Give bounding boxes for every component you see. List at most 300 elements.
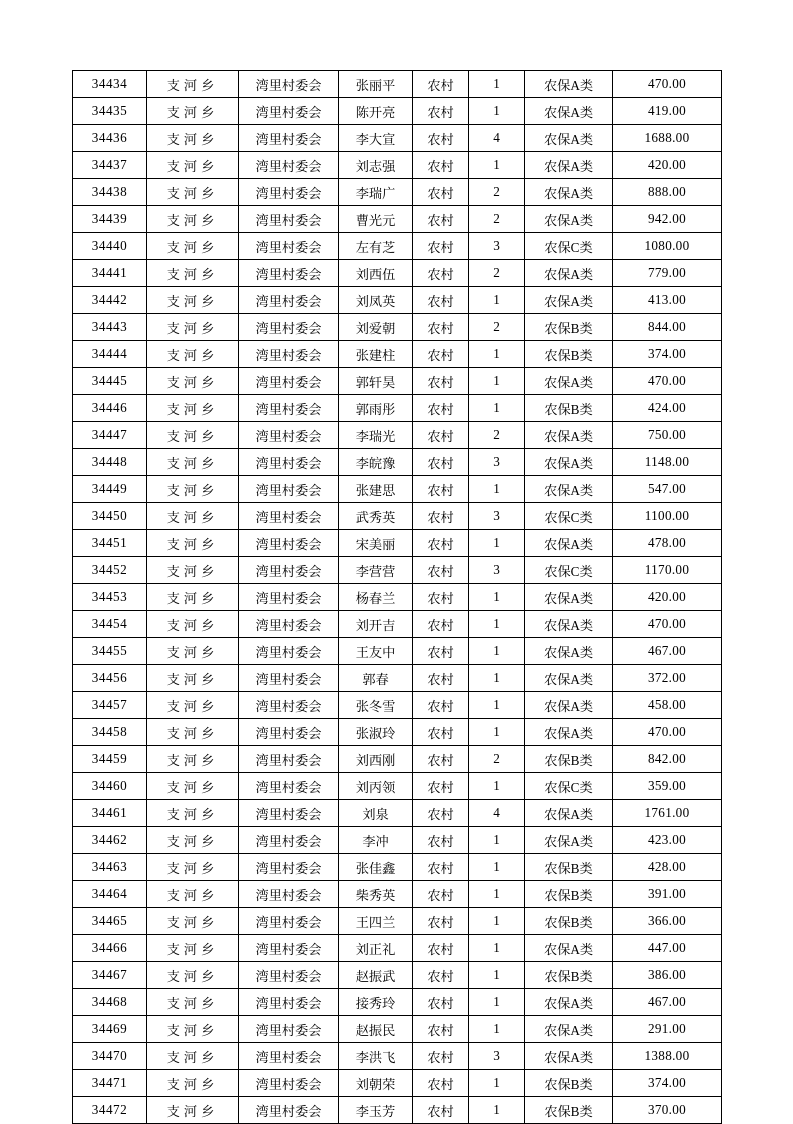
table-row (73, 1016, 722, 1043)
cell-village: 湾里村委会 (239, 989, 339, 1016)
cell-household-type: 农村 (413, 1097, 469, 1124)
cell-name: 李冲 (339, 827, 413, 854)
cell-category: 农保B类 (525, 395, 613, 422)
cell-name: 陈开亮 (339, 98, 413, 125)
cell-amount: 374.00 (613, 1070, 722, 1097)
cell-village: 湾里村委会 (239, 746, 339, 773)
cell-category: 农保A类 (525, 692, 613, 719)
cell-town: 支河乡 (147, 611, 239, 638)
cell-household-type: 农村 (413, 908, 469, 935)
cell-id: 34469 (73, 1016, 147, 1043)
cell-household-type: 农村 (413, 206, 469, 233)
table-row (73, 800, 722, 827)
cell-household-type: 农村 (413, 395, 469, 422)
cell-id: 34463 (73, 854, 147, 881)
cell-category: 农保A类 (525, 287, 613, 314)
cell-village: 湾里村委会 (239, 827, 339, 854)
cell-town: 支河乡 (147, 962, 239, 989)
cell-village: 湾里村委会 (239, 773, 339, 800)
cell-amount: 391.00 (613, 881, 722, 908)
cell-town: 支河乡 (147, 800, 239, 827)
cell-name: 张建思 (339, 476, 413, 503)
cell-name: 刘泉 (339, 800, 413, 827)
cell-village: 湾里村委会 (239, 503, 339, 530)
table-row (73, 1070, 722, 1097)
cell-name: 张冬雪 (339, 692, 413, 719)
cell-amount: 359.00 (613, 773, 722, 800)
cell-name: 李大宣 (339, 125, 413, 152)
cell-people: 1 (469, 881, 525, 908)
table-row (73, 1043, 722, 1070)
cell-household-type: 农村 (413, 1016, 469, 1043)
cell-town: 支河乡 (147, 98, 239, 125)
cell-village: 湾里村委会 (239, 422, 339, 449)
cell-amount: 370.00 (613, 1097, 722, 1124)
cell-id: 34455 (73, 638, 147, 665)
cell-village: 湾里村委会 (239, 557, 339, 584)
table-row (73, 827, 722, 854)
table-row (73, 71, 722, 98)
table-row (73, 260, 722, 287)
cell-village: 湾里村委会 (239, 1070, 339, 1097)
cell-town: 支河乡 (147, 719, 239, 746)
cell-amount: 547.00 (613, 476, 722, 503)
cell-town: 支河乡 (147, 557, 239, 584)
cell-id: 34449 (73, 476, 147, 503)
cell-household-type: 农村 (413, 800, 469, 827)
table-row (73, 395, 722, 422)
cell-people: 1 (469, 962, 525, 989)
cell-household-type: 农村 (413, 287, 469, 314)
cell-id: 34435 (73, 98, 147, 125)
cell-name: 郭雨彤 (339, 395, 413, 422)
table-row (73, 611, 722, 638)
cell-village: 湾里村委会 (239, 206, 339, 233)
table-row (73, 989, 722, 1016)
cell-amount: 372.00 (613, 665, 722, 692)
cell-name: 李瑞光 (339, 422, 413, 449)
table-row (73, 1097, 722, 1124)
cell-name: 赵振武 (339, 962, 413, 989)
cell-id: 34444 (73, 341, 147, 368)
cell-amount: 1761.00 (613, 800, 722, 827)
cell-town: 支河乡 (147, 233, 239, 260)
cell-name: 刘凤英 (339, 287, 413, 314)
cell-village: 湾里村委会 (239, 233, 339, 260)
cell-people: 1 (469, 854, 525, 881)
cell-category: 农保A类 (525, 260, 613, 287)
table-row (73, 908, 722, 935)
cell-people: 1 (469, 1016, 525, 1043)
table-row (73, 530, 722, 557)
cell-amount: 478.00 (613, 530, 722, 557)
cell-amount: 1688.00 (613, 125, 722, 152)
cell-town: 支河乡 (147, 1043, 239, 1070)
cell-household-type: 农村 (413, 314, 469, 341)
table-row (73, 881, 722, 908)
cell-category: 农保B类 (525, 962, 613, 989)
table-row (73, 98, 722, 125)
cell-village: 湾里村委会 (239, 449, 339, 476)
cell-household-type: 农村 (413, 638, 469, 665)
cell-name: 赵振民 (339, 1016, 413, 1043)
cell-village: 湾里村委会 (239, 908, 339, 935)
cell-id: 34434 (73, 71, 147, 98)
cell-household-type: 农村 (413, 71, 469, 98)
cell-category: 农保A类 (525, 638, 613, 665)
cell-category: 农保A类 (525, 935, 613, 962)
cell-amount: 447.00 (613, 935, 722, 962)
cell-amount: 942.00 (613, 206, 722, 233)
cell-id: 34464 (73, 881, 147, 908)
cell-name: 刘正礼 (339, 935, 413, 962)
table-row (73, 449, 722, 476)
cell-people: 1 (469, 530, 525, 557)
cell-people: 3 (469, 449, 525, 476)
cell-people: 1 (469, 71, 525, 98)
cell-town: 支河乡 (147, 584, 239, 611)
table-row (73, 584, 722, 611)
cell-town: 支河乡 (147, 422, 239, 449)
cell-amount: 366.00 (613, 908, 722, 935)
cell-household-type: 农村 (413, 719, 469, 746)
cell-id: 34439 (73, 206, 147, 233)
cell-household-type: 农村 (413, 530, 469, 557)
table-row (73, 152, 722, 179)
cell-id: 34466 (73, 935, 147, 962)
cell-household-type: 农村 (413, 827, 469, 854)
table-row (73, 638, 722, 665)
cell-category: 农保A类 (525, 665, 613, 692)
table-row (73, 125, 722, 152)
table-row (73, 233, 722, 260)
cell-name: 杨春兰 (339, 584, 413, 611)
cell-id: 34448 (73, 449, 147, 476)
table-row (73, 341, 722, 368)
cell-amount: 779.00 (613, 260, 722, 287)
cell-amount: 386.00 (613, 962, 722, 989)
cell-town: 支河乡 (147, 314, 239, 341)
cell-town: 支河乡 (147, 152, 239, 179)
cell-town: 支河乡 (147, 476, 239, 503)
cell-category: 农保B类 (525, 746, 613, 773)
cell-people: 3 (469, 503, 525, 530)
cell-people: 2 (469, 179, 525, 206)
cell-household-type: 农村 (413, 179, 469, 206)
cell-household-type: 农村 (413, 773, 469, 800)
cell-town: 支河乡 (147, 692, 239, 719)
cell-amount: 844.00 (613, 314, 722, 341)
cell-name: 李瑞广 (339, 179, 413, 206)
cell-category: 农保A类 (525, 71, 613, 98)
cell-id: 34456 (73, 665, 147, 692)
cell-amount: 467.00 (613, 638, 722, 665)
table-row (73, 665, 722, 692)
cell-amount: 470.00 (613, 719, 722, 746)
cell-people: 1 (469, 773, 525, 800)
cell-id: 34450 (73, 503, 147, 530)
cell-id: 34443 (73, 314, 147, 341)
cell-town: 支河乡 (147, 827, 239, 854)
cell-people: 1 (469, 611, 525, 638)
cell-town: 支河乡 (147, 260, 239, 287)
cell-town: 支河乡 (147, 449, 239, 476)
cell-amount: 1148.00 (613, 449, 722, 476)
cell-village: 湾里村委会 (239, 152, 339, 179)
cell-name: 李玉芳 (339, 1097, 413, 1124)
cell-village: 湾里村委会 (239, 125, 339, 152)
cell-id: 34436 (73, 125, 147, 152)
cell-people: 1 (469, 638, 525, 665)
cell-village: 湾里村委会 (239, 881, 339, 908)
cell-village: 湾里村委会 (239, 287, 339, 314)
table-row (73, 206, 722, 233)
cell-id: 34438 (73, 179, 147, 206)
cell-village: 湾里村委会 (239, 1097, 339, 1124)
cell-people: 1 (469, 98, 525, 125)
cell-id: 34460 (73, 773, 147, 800)
cell-amount: 428.00 (613, 854, 722, 881)
cell-name: 宋美丽 (339, 530, 413, 557)
cell-village: 湾里村委会 (239, 1016, 339, 1043)
cell-people: 4 (469, 800, 525, 827)
cell-id: 34442 (73, 287, 147, 314)
cell-town: 支河乡 (147, 368, 239, 395)
cell-household-type: 农村 (413, 125, 469, 152)
cell-category: 农保A类 (525, 1043, 613, 1070)
cell-amount: 467.00 (613, 989, 722, 1016)
cell-town: 支河乡 (147, 287, 239, 314)
cell-amount: 750.00 (613, 422, 722, 449)
cell-people: 1 (469, 1070, 525, 1097)
cell-id: 34440 (73, 233, 147, 260)
cell-household-type: 农村 (413, 422, 469, 449)
cell-id: 34437 (73, 152, 147, 179)
cell-village: 湾里村委会 (239, 98, 339, 125)
cell-name: 刘西刚 (339, 746, 413, 773)
cell-town: 支河乡 (147, 1016, 239, 1043)
cell-people: 1 (469, 152, 525, 179)
cell-name: 刘志强 (339, 152, 413, 179)
cell-people: 1 (469, 908, 525, 935)
cell-village: 湾里村委会 (239, 854, 339, 881)
cell-household-type: 农村 (413, 476, 469, 503)
cell-people: 1 (469, 692, 525, 719)
cell-id: 34470 (73, 1043, 147, 1070)
cell-name: 张建柱 (339, 341, 413, 368)
cell-name: 刘丙领 (339, 773, 413, 800)
cell-town: 支河乡 (147, 665, 239, 692)
cell-id: 34454 (73, 611, 147, 638)
cell-id: 34452 (73, 557, 147, 584)
cell-amount: 1080.00 (613, 233, 722, 260)
cell-town: 支河乡 (147, 1097, 239, 1124)
cell-people: 4 (469, 125, 525, 152)
cell-people: 3 (469, 557, 525, 584)
cell-village: 湾里村委会 (239, 719, 339, 746)
cell-category: 农保A类 (525, 530, 613, 557)
table-row (73, 368, 722, 395)
cell-people: 2 (469, 422, 525, 449)
cell-village: 湾里村委会 (239, 476, 339, 503)
cell-town: 支河乡 (147, 1070, 239, 1097)
cell-town: 支河乡 (147, 746, 239, 773)
cell-village: 湾里村委会 (239, 611, 339, 638)
cell-amount: 424.00 (613, 395, 722, 422)
cell-village: 湾里村委会 (239, 530, 339, 557)
cell-category: 农保C类 (525, 503, 613, 530)
table-row (73, 692, 722, 719)
cell-name: 张丽平 (339, 71, 413, 98)
cell-id: 34461 (73, 800, 147, 827)
cell-household-type: 农村 (413, 611, 469, 638)
cell-id: 34458 (73, 719, 147, 746)
table-body (73, 71, 722, 1124)
cell-people: 2 (469, 206, 525, 233)
cell-id: 34441 (73, 260, 147, 287)
cell-category: 农保B类 (525, 908, 613, 935)
cell-amount: 1388.00 (613, 1043, 722, 1070)
cell-household-type: 农村 (413, 449, 469, 476)
cell-household-type: 农村 (413, 152, 469, 179)
cell-household-type: 农村 (413, 1043, 469, 1070)
cell-people: 1 (469, 827, 525, 854)
cell-household-type: 农村 (413, 692, 469, 719)
cell-village: 湾里村委会 (239, 368, 339, 395)
cell-id: 34462 (73, 827, 147, 854)
cell-household-type: 农村 (413, 854, 469, 881)
cell-village: 湾里村委会 (239, 314, 339, 341)
table-row (73, 854, 722, 881)
cell-category: 农保B类 (525, 1070, 613, 1097)
table-row (73, 773, 722, 800)
cell-household-type: 农村 (413, 881, 469, 908)
table-row (73, 935, 722, 962)
cell-household-type: 农村 (413, 962, 469, 989)
cell-town: 支河乡 (147, 935, 239, 962)
cell-village: 湾里村委会 (239, 179, 339, 206)
cell-id: 34457 (73, 692, 147, 719)
cell-id: 34445 (73, 368, 147, 395)
cell-amount: 420.00 (613, 584, 722, 611)
cell-category: 农保A类 (525, 476, 613, 503)
cell-people: 1 (469, 935, 525, 962)
cell-people: 1 (469, 1097, 525, 1124)
cell-category: 农保A类 (525, 800, 613, 827)
cell-village: 湾里村委会 (239, 1043, 339, 1070)
cell-household-type: 农村 (413, 503, 469, 530)
cell-village: 湾里村委会 (239, 260, 339, 287)
cell-id: 34465 (73, 908, 147, 935)
cell-name: 郭春 (339, 665, 413, 692)
cell-name: 张淑玲 (339, 719, 413, 746)
cell-people: 2 (469, 314, 525, 341)
cell-name: 王四兰 (339, 908, 413, 935)
cell-town: 支河乡 (147, 71, 239, 98)
cell-id: 34453 (73, 584, 147, 611)
cell-id: 34471 (73, 1070, 147, 1097)
cell-amount: 1100.00 (613, 503, 722, 530)
cell-name: 武秀英 (339, 503, 413, 530)
cell-category: 农保A类 (525, 989, 613, 1016)
cell-people: 3 (469, 233, 525, 260)
cell-id: 34459 (73, 746, 147, 773)
cell-id: 34451 (73, 530, 147, 557)
cell-amount: 374.00 (613, 341, 722, 368)
table-row (73, 287, 722, 314)
cell-category: 农保A类 (525, 98, 613, 125)
cell-village: 湾里村委会 (239, 935, 339, 962)
cell-name: 刘开吉 (339, 611, 413, 638)
cell-people: 2 (469, 746, 525, 773)
cell-category: 农保A类 (525, 368, 613, 395)
cell-people: 1 (469, 476, 525, 503)
cell-household-type: 农村 (413, 557, 469, 584)
table-row (73, 746, 722, 773)
cell-household-type: 农村 (413, 989, 469, 1016)
cell-amount: 291.00 (613, 1016, 722, 1043)
cell-category: 农保A类 (525, 206, 613, 233)
cell-amount: 888.00 (613, 179, 722, 206)
cell-household-type: 农村 (413, 584, 469, 611)
cell-name: 王友中 (339, 638, 413, 665)
cell-town: 支河乡 (147, 206, 239, 233)
cell-village: 湾里村委会 (239, 962, 339, 989)
cell-amount: 470.00 (613, 611, 722, 638)
cell-name: 左有芝 (339, 233, 413, 260)
cell-category: 农保A类 (525, 449, 613, 476)
cell-household-type: 农村 (413, 665, 469, 692)
table-row (73, 179, 722, 206)
cell-amount: 842.00 (613, 746, 722, 773)
cell-household-type: 农村 (413, 935, 469, 962)
cell-village: 湾里村委会 (239, 584, 339, 611)
cell-household-type: 农村 (413, 368, 469, 395)
cell-household-type: 农村 (413, 1070, 469, 1097)
cell-household-type: 农村 (413, 233, 469, 260)
cell-name: 李洪飞 (339, 1043, 413, 1070)
cell-village: 湾里村委会 (239, 665, 339, 692)
cell-village: 湾里村委会 (239, 692, 339, 719)
cell-name: 李营营 (339, 557, 413, 584)
cell-category: 农保B类 (525, 881, 613, 908)
cell-name: 接秀玲 (339, 989, 413, 1016)
cell-amount: 423.00 (613, 827, 722, 854)
cell-name: 李皖豫 (339, 449, 413, 476)
cell-people: 1 (469, 395, 525, 422)
cell-town: 支河乡 (147, 638, 239, 665)
cell-amount: 470.00 (613, 71, 722, 98)
cell-village: 湾里村委会 (239, 638, 339, 665)
cell-people: 1 (469, 584, 525, 611)
cell-category: 农保A类 (525, 1016, 613, 1043)
cell-amount: 413.00 (613, 287, 722, 314)
cell-town: 支河乡 (147, 881, 239, 908)
cell-town: 支河乡 (147, 773, 239, 800)
cell-name: 张佳鑫 (339, 854, 413, 881)
cell-people: 1 (469, 341, 525, 368)
cell-household-type: 农村 (413, 341, 469, 368)
cell-people: 1 (469, 719, 525, 746)
cell-town: 支河乡 (147, 530, 239, 557)
cell-id: 34468 (73, 989, 147, 1016)
cell-category: 农保A类 (525, 611, 613, 638)
cell-town: 支河乡 (147, 908, 239, 935)
table-row (73, 719, 722, 746)
cell-village: 湾里村委会 (239, 800, 339, 827)
cell-category: 农保C类 (525, 773, 613, 800)
cell-id: 34446 (73, 395, 147, 422)
